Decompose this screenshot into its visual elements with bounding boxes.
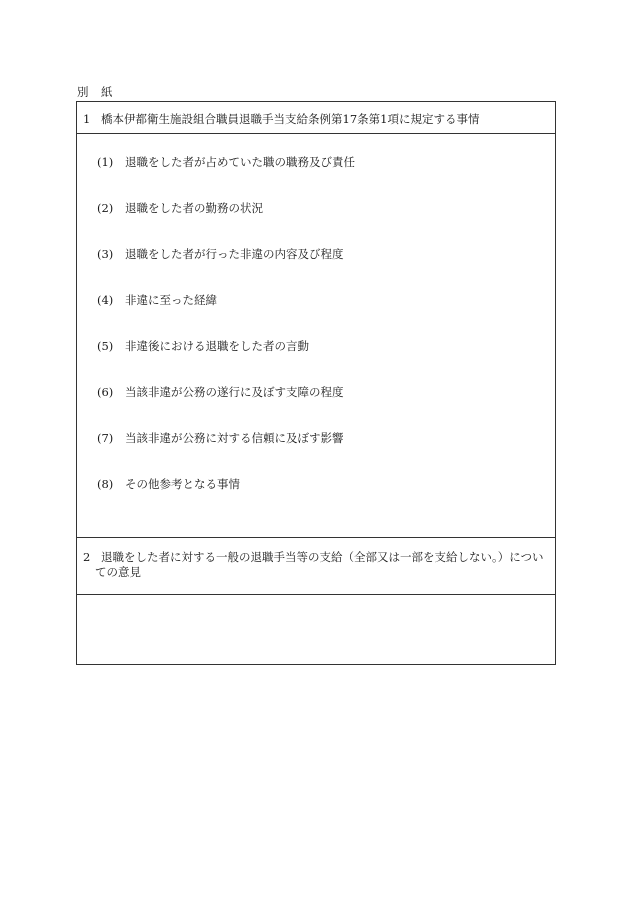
section-1-item-list [97, 154, 355, 522]
list-item [97, 200, 355, 246]
item-text: 退職をした者の勤務の状況 [125, 201, 263, 215]
list-item [97, 292, 355, 338]
list-item [97, 154, 355, 200]
item-number: (3) [97, 247, 114, 261]
section-2-title-line-1: 退職をした者に対する一般の退職手当等の支給（全部又は一部を支給しない。）につい [101, 550, 544, 564]
item-text: 退職をした者が行った非違の内容及び程度 [125, 247, 344, 261]
section-2-heading [83, 550, 547, 580]
item-number: (2) [97, 201, 114, 215]
list-item [97, 246, 355, 292]
section-2-number: 2 [83, 550, 91, 564]
item-number: (5) [97, 339, 114, 353]
item-text: 当該非違が公務に対する信頼に及ぼす影響 [125, 431, 344, 445]
section-2-heading-row [77, 538, 555, 595]
section-1-heading-row [77, 102, 555, 134]
form-table [76, 101, 556, 665]
section-2-title-line-2: ての意見 [95, 565, 141, 579]
section-2-answer-area[interactable] [77, 595, 555, 665]
list-item [97, 338, 355, 384]
list-item [97, 430, 355, 476]
item-number: (1) [97, 155, 114, 169]
list-item [97, 384, 355, 430]
item-number: (8) [97, 477, 114, 491]
section-1-number: 1 [83, 112, 91, 126]
item-number: (6) [97, 385, 114, 399]
page-label: 別 紙 [77, 85, 113, 99]
item-text: 非違に至った経緯 [125, 293, 217, 307]
section-1-heading [83, 111, 479, 127]
item-number: (7) [97, 431, 114, 445]
section-1-title: 橋本伊都衛生施設組合職員退職手当支給条例第17条第1項に規定する事情 [101, 112, 480, 126]
item-text: その他参考となる事情 [125, 477, 240, 491]
item-text: 退職をした者が占めていた職の職務及び責任 [125, 155, 355, 169]
item-text: 非違後における退職をした者の言動 [125, 339, 309, 353]
item-text: 当該非違が公務の遂行に及ぼす支障の程度 [125, 385, 344, 399]
section-1-body [77, 134, 555, 538]
item-number: (4) [97, 293, 114, 307]
list-item [97, 476, 355, 522]
